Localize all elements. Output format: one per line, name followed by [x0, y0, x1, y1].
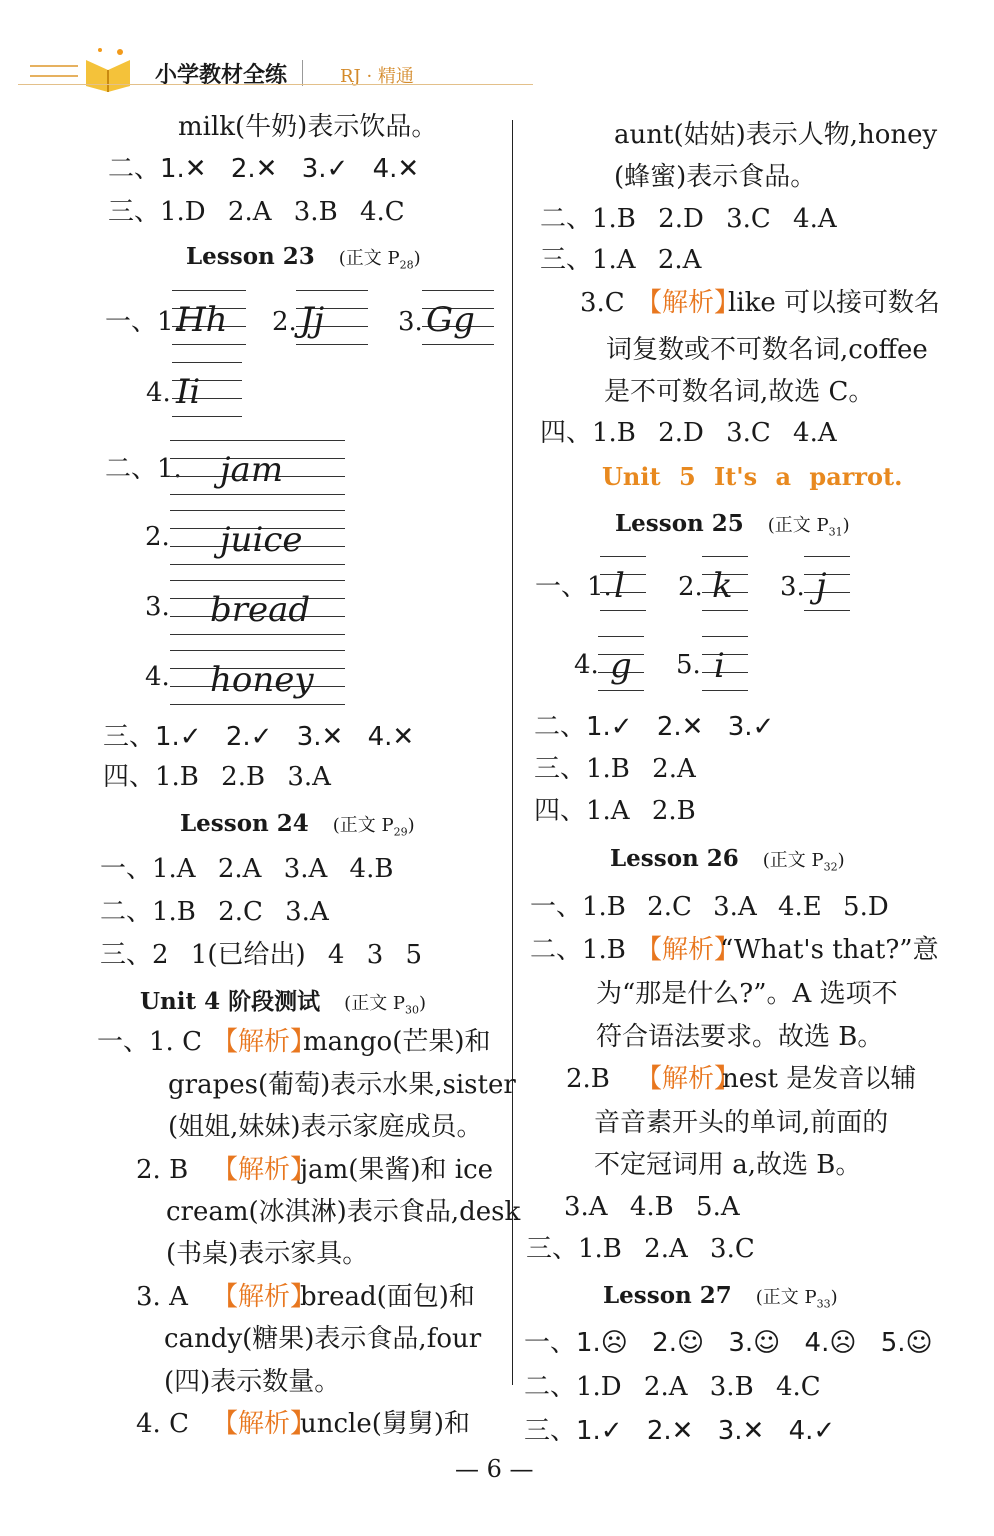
answer-1-line-3: (姐姐,妹妹)表示家庭成员。	[168, 1112, 483, 1142]
page-ref-sub: 32	[823, 860, 838, 874]
q1-label-4: 4.	[146, 378, 171, 408]
lesson-title: Lesson 23	[186, 243, 315, 270]
handwritten-hh: Hh	[176, 300, 228, 340]
left-line-6: 一、1.A 2.A 3.A 4.B	[100, 854, 394, 884]
analysis-tag: 【解析】	[212, 1027, 317, 1057]
left-line-2: 二、1.✕ 2.✕ 3.✓ 4.✕	[108, 154, 420, 184]
q25-label-5: 5.	[676, 650, 701, 680]
right-line-14: 三、1.B 2.A 3.C	[526, 1234, 755, 1264]
answer-2-line-1: jam(果酱)和 ice	[300, 1155, 494, 1185]
left-line-5: 四、1.B 2.B 3.A	[103, 762, 331, 792]
page-ref-sub: 33	[816, 1297, 831, 1311]
answer-3-number: 3. A	[136, 1282, 188, 1312]
lesson-23-heading	[186, 243, 421, 272]
handwritten-honey: honey	[210, 660, 314, 700]
analysis-tag: 【解析】	[212, 1409, 317, 1439]
answer-2-number: 2. B	[136, 1155, 189, 1185]
header-rule	[18, 84, 533, 85]
lesson-title: Lesson 26	[610, 845, 739, 872]
writing-lines-honey	[170, 650, 345, 710]
right-line-17: 三、1.✓ 2.✕ 3.✕ 4.✓	[524, 1416, 836, 1446]
writing-lines-jam	[170, 440, 345, 500]
q25-label-4: 4.	[574, 650, 599, 680]
handwritten-k: k	[712, 566, 733, 606]
lesson-25-heading	[615, 510, 850, 539]
handwritten-gg: Gg	[426, 300, 475, 340]
writing-lines-ii	[172, 362, 242, 422]
answer-2-line-3: (书桌)表示家具。	[166, 1239, 369, 1269]
writing-lines-l	[600, 556, 646, 616]
writing-lines-gg	[422, 290, 494, 350]
page-ref-end: )	[407, 815, 415, 836]
q25-label-1: 一、1.	[535, 572, 612, 602]
q25-label-2: 2.	[678, 572, 703, 602]
right-line-7: 二、1.✓ 2.✕ 3.✓	[534, 712, 775, 742]
page-ref-end: )	[830, 1287, 838, 1308]
right-answer-26-1-number: 二、1.B	[530, 935, 626, 965]
handwritten-j: j	[816, 566, 827, 606]
lesson-24-heading	[180, 810, 415, 839]
handwritten-ii: Ii	[176, 372, 201, 412]
right-answer-26-2-number: 2.B	[566, 1064, 610, 1094]
q2-label-4: 4.	[145, 662, 170, 692]
lesson-26-heading	[610, 845, 845, 874]
handwritten-l: l	[614, 566, 625, 606]
unit-5-heading: Unit 5 It's a parrot.	[602, 462, 903, 491]
right-line-2: (蜂蜜)表示食品。	[614, 162, 817, 192]
handwritten-jj: Jj	[300, 300, 325, 340]
right-line-8: 三、1.B 2.A	[534, 754, 696, 784]
q1-label-2: 2.	[272, 307, 297, 337]
right-answer-26-1-line-3: 符合语法要求。故选 B。	[596, 1022, 884, 1052]
q25-label-3: 3.	[780, 572, 805, 602]
unit-test-title: Unit 4 阶段测试	[140, 988, 321, 1015]
writing-lines-k	[702, 556, 748, 616]
page-ref: (正文 P	[338, 248, 400, 269]
page-ref: (正文 P	[767, 515, 829, 536]
right-answer-3-line-1: like 可以接可数名	[728, 288, 941, 318]
writing-lines-juice	[170, 510, 345, 570]
book-logo-icon	[30, 46, 140, 92]
left-line-7: 二、1.B 2.C 3.A	[100, 897, 329, 927]
right-line-13: 3.A 4.B 5.A	[564, 1192, 740, 1222]
right-answer-26-2-line-2: 音音素开头的单词,前面的	[594, 1108, 889, 1138]
left-line-8: 三、2 1(已给出) 4 3 5	[100, 940, 423, 970]
answer-1-line-1: mango(芒果)和	[303, 1027, 491, 1057]
q1-label-3: 3.	[398, 307, 423, 337]
lesson-27-heading	[603, 1282, 838, 1311]
header-separator	[302, 60, 303, 86]
page-ref: (正文 P	[755, 1287, 817, 1308]
right-line-4: 三、1.A 2.A	[540, 245, 702, 275]
right-line-9: 四、1.A 2.B	[534, 796, 696, 826]
right-answer-3-line-3: 是不可数名词,故选 C。	[604, 377, 875, 407]
page-number: — 6 —	[455, 1455, 534, 1483]
analysis-tag: 【解析】	[212, 1155, 317, 1185]
handwritten-i: i	[714, 646, 725, 686]
right-line-10: 一、1.B 2.C 3.A 4.E 5.D	[530, 892, 889, 922]
answer-4-number: 4. C	[136, 1409, 189, 1439]
writing-lines-hh	[172, 290, 246, 350]
left-line-3: 三、1.D 2.A 3.B 4.C	[108, 197, 405, 227]
answer-1-number: 一、1. C	[97, 1027, 202, 1057]
right-answer-26-1-line-1: “What's that?”意	[720, 935, 939, 965]
q2-label-3: 3.	[145, 592, 170, 622]
right-line-3: 二、1.B 2.D 3.C 4.A	[540, 204, 837, 234]
answer-4-line-1: uncle(舅舅)和	[300, 1409, 471, 1439]
writing-lines-bread	[170, 580, 345, 640]
left-line-4: 三、1.✓ 2.✓ 3.✕ 4.✕	[103, 722, 415, 752]
handwritten-bread: bread	[210, 590, 311, 630]
lesson-title: Lesson 24	[180, 810, 309, 837]
writing-lines-g	[598, 636, 644, 696]
right-line-16: 二、1.D 2.A 3.B 4.C	[524, 1372, 821, 1402]
header-edition: RJ · 精通	[340, 66, 414, 87]
page-ref-sub: 30	[405, 1003, 420, 1017]
page-ref-sub: 31	[828, 525, 843, 539]
right-answer-26-2-line-3: 不定冠词用 a,故选 B。	[594, 1150, 862, 1180]
right-line-1: aunt(姑姑)表示人物,honey	[614, 120, 938, 150]
answer-3-line-1: bread(面包)和	[300, 1282, 475, 1312]
q2-label-2: 2.	[145, 522, 170, 552]
analysis-tag: 【解析】	[636, 935, 741, 965]
analysis-tag: 【解析】	[636, 288, 741, 318]
answer-2-line-2: cream(冰淇淋)表示食品,desk	[166, 1197, 521, 1227]
right-line-6: 四、1.B 2.D 3.C 4.A	[540, 418, 837, 448]
handwritten-jam: jam	[220, 450, 284, 490]
page-ref-end: )	[842, 515, 850, 536]
right-answer-26-2-line-1: nest 是发音以辅	[722, 1064, 917, 1094]
answer-3-line-3: (四)表示数量。	[164, 1367, 341, 1397]
q2-label-1: 二、1.	[105, 454, 182, 484]
page-ref-end: )	[413, 248, 421, 269]
analysis-tag: 【解析】	[636, 1064, 741, 1094]
writing-lines-i	[702, 636, 748, 696]
unit-4-test-heading	[140, 983, 426, 1017]
handwritten-g: g	[610, 646, 632, 686]
right-line-15: 一、1.☹ 2.☺ 3.☺ 4.☹ 5.☺	[524, 1328, 933, 1358]
analysis-tag: 【解析】	[212, 1282, 317, 1312]
page-ref-sub: 28	[399, 258, 414, 272]
page-ref-sub: 29	[393, 825, 408, 839]
page-ref-end: )	[419, 993, 427, 1014]
left-line-1: milk(牛奶)表示饮品。	[178, 112, 438, 142]
page-ref: (正文 P	[344, 993, 406, 1014]
writing-lines-jj	[296, 290, 368, 350]
right-answer-26-1-line-2: 为“那是什么?”。A 选项不	[596, 979, 898, 1009]
page-ref-end: )	[837, 850, 845, 871]
page-ref: (正文 P	[762, 850, 824, 871]
lesson-title: Lesson 27	[603, 1282, 732, 1309]
handwritten-juice: juice	[220, 520, 303, 560]
q1-label-1: 一、1.	[105, 307, 182, 337]
answer-1-line-2: grapes(葡萄)表示水果,sister	[168, 1070, 516, 1100]
page-ref: (正文 P	[332, 815, 394, 836]
right-answer-3-number: 3.C	[580, 288, 625, 318]
header-title: 小学教材全练	[155, 63, 288, 88]
answer-3-line-2: candy(糖果)表示食品,four	[164, 1324, 482, 1354]
right-answer-3-line-2: 词复数或不可数名词,coffee	[606, 335, 928, 365]
writing-lines-j	[804, 556, 850, 616]
lesson-title: Lesson 25	[615, 510, 744, 537]
